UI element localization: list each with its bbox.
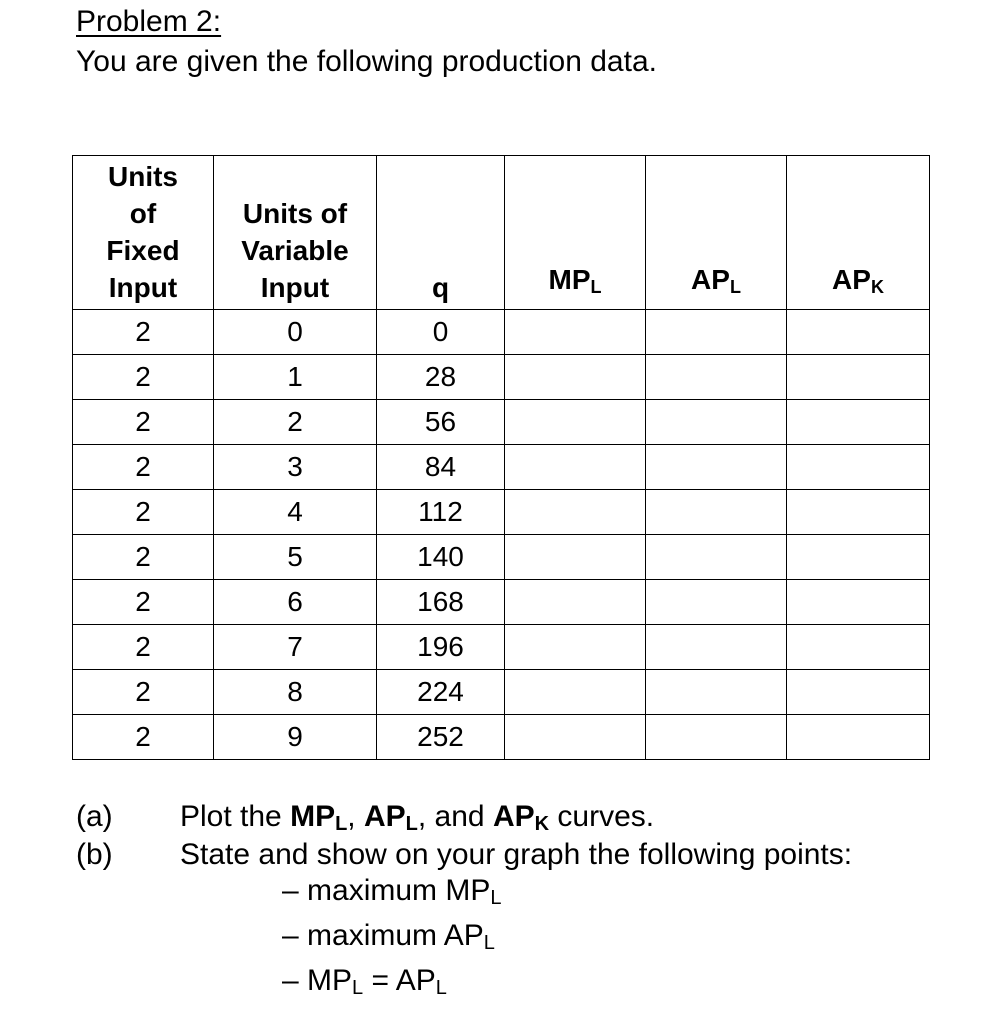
cell-fixed: 2	[73, 355, 214, 400]
question-a-label: (a)	[76, 800, 113, 833]
table-row	[73, 490, 930, 535]
header-fixed-input	[73, 156, 214, 310]
cell-apl	[646, 400, 787, 445]
cell-fixed: 2	[73, 490, 214, 535]
header-variable-line: Input	[260, 272, 330, 303]
cell-variable: 5	[214, 535, 377, 580]
problem-subtitle: You are given the following production data.	[76, 45, 657, 78]
cell-q: 168	[377, 580, 505, 625]
cell-variable: 7	[214, 625, 377, 670]
point-sub: L	[352, 977, 364, 999]
cell-q: 224	[377, 670, 505, 715]
cell-q: 140	[377, 535, 505, 580]
cell-variable: 8	[214, 670, 377, 715]
header-variable-line: Units of	[242, 198, 348, 229]
table-row	[73, 535, 930, 580]
question-a-part: curves.	[549, 800, 655, 833]
header-apl-base: AP	[691, 264, 730, 295]
cell-q: 56	[377, 400, 505, 445]
cell-mpl	[505, 310, 646, 355]
cell-mpl	[505, 715, 646, 760]
cell-mpl	[505, 445, 646, 490]
cell-apk	[787, 715, 930, 760]
cell-apl	[646, 580, 787, 625]
header-q	[377, 156, 505, 310]
cell-q: 28	[377, 355, 505, 400]
cell-q: 196	[377, 625, 505, 670]
header-q-label: q	[431, 272, 450, 303]
point-sub: L	[483, 932, 495, 954]
cell-variable: 0	[214, 310, 377, 355]
cell-apl	[646, 670, 787, 715]
cell-apk	[787, 625, 930, 670]
cell-q: 84	[377, 445, 505, 490]
cell-q: 112	[377, 490, 505, 535]
production-data-table	[72, 155, 930, 760]
cell-variable: 1	[214, 355, 377, 400]
cell-variable: 2	[214, 400, 377, 445]
question-a-part: Plot the	[180, 800, 291, 833]
cell-apl	[646, 715, 787, 760]
table-row	[73, 400, 930, 445]
point-item	[282, 872, 501, 917]
cell-mpl	[505, 355, 646, 400]
header-mpl	[505, 156, 646, 310]
cell-fixed: 2	[73, 670, 214, 715]
cell-apk	[787, 490, 930, 535]
cell-fixed: 2	[73, 625, 214, 670]
cell-fixed: 2	[73, 310, 214, 355]
apk-symbol-base: AP	[492, 800, 535, 833]
cell-fixed: 2	[73, 535, 214, 580]
question-b-label: (b)	[76, 838, 113, 871]
cell-variable: 4	[214, 490, 377, 535]
cell-fixed: 2	[73, 715, 214, 760]
question-b-text: State and show on your graph the following points:	[180, 838, 853, 871]
cell-mpl	[505, 580, 646, 625]
cell-fixed: 2	[73, 580, 214, 625]
mpl-symbol-base: MP	[290, 800, 336, 833]
cell-apl	[646, 310, 787, 355]
header-fixed-line: Fixed	[106, 235, 180, 266]
cell-q: 0	[377, 310, 505, 355]
apk-symbol-sub: K	[534, 813, 550, 835]
cell-apk	[787, 310, 930, 355]
problem-title: Problem 2:	[76, 5, 222, 38]
header-fixed-line: Units	[108, 161, 178, 192]
cell-variable: 3	[214, 445, 377, 490]
cell-fixed: 2	[73, 445, 214, 490]
cell-apk	[787, 400, 930, 445]
header-fixed-line: Input	[108, 272, 178, 303]
header-apk-sub: K	[870, 277, 884, 297]
point-sub: L	[435, 977, 447, 999]
table-row	[73, 580, 930, 625]
cell-variable: 9	[214, 715, 377, 760]
cell-apk	[787, 670, 930, 715]
table-row	[73, 445, 930, 490]
header-apl	[646, 156, 787, 310]
problem-heading	[76, 4, 221, 40]
cell-mpl	[505, 400, 646, 445]
table-row	[73, 310, 930, 355]
table-row	[73, 715, 930, 760]
point-sub: L	[490, 887, 502, 909]
point-text: = AP	[363, 964, 436, 997]
cell-apk	[787, 535, 930, 580]
cell-apl	[646, 490, 787, 535]
cell-mpl	[505, 625, 646, 670]
header-variable-input	[214, 156, 377, 310]
point-text: – maximum MP	[282, 874, 491, 907]
header-fixed-line: of	[129, 198, 157, 229]
table-header-row	[73, 156, 930, 310]
table-row	[73, 625, 930, 670]
question-a-part: ,	[347, 800, 364, 833]
cell-mpl	[505, 670, 646, 715]
cell-fixed: 2	[73, 400, 214, 445]
cell-apk	[787, 580, 930, 625]
cell-q: 252	[377, 715, 505, 760]
apk-symbol	[493, 800, 549, 833]
points-list	[282, 872, 501, 1007]
header-mpl-base: MP	[548, 264, 591, 295]
point-text: – maximum AP	[282, 919, 484, 952]
point-item	[282, 917, 501, 962]
cell-apl	[646, 355, 787, 400]
point-text: – MP	[282, 964, 353, 997]
apl-symbol-base: AP	[363, 800, 406, 833]
table-row	[73, 670, 930, 715]
apl-symbol	[364, 800, 418, 833]
mpl-symbol-sub: L	[335, 813, 348, 835]
header-variable-line: Variable	[241, 235, 349, 266]
apl-symbol-sub: L	[405, 813, 418, 835]
table-row	[73, 355, 930, 400]
point-item	[282, 962, 501, 1007]
cell-apl	[646, 535, 787, 580]
cell-mpl	[505, 490, 646, 535]
header-mpl-sub: L	[590, 277, 602, 297]
header-apk-base: AP	[832, 264, 871, 295]
mpl-symbol	[290, 800, 347, 833]
cell-variable: 6	[214, 580, 377, 625]
header-apl-sub: L	[729, 277, 741, 297]
cell-apk	[787, 445, 930, 490]
header-apk	[787, 156, 930, 310]
cell-apl	[646, 445, 787, 490]
cell-mpl	[505, 535, 646, 580]
cell-apk	[787, 355, 930, 400]
question-a-part: , and	[417, 800, 493, 833]
cell-apl	[646, 625, 787, 670]
